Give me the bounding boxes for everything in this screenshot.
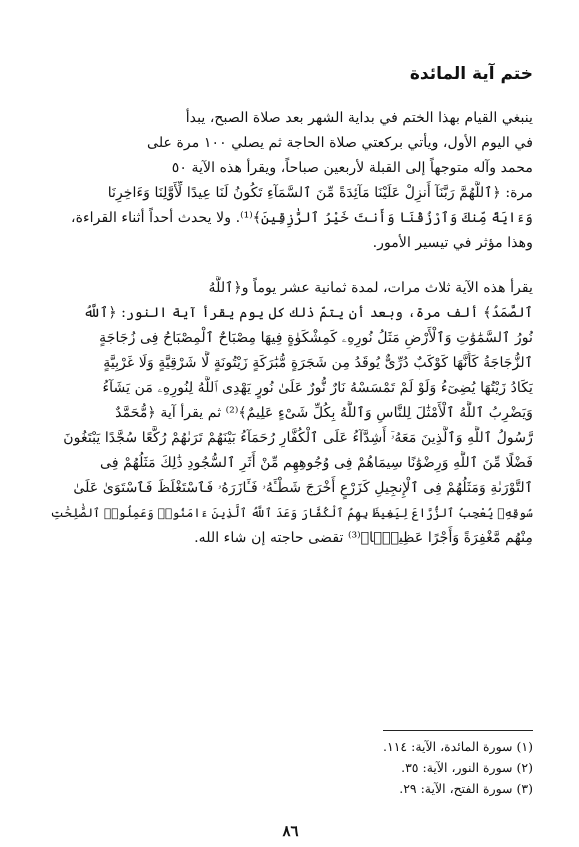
section-heading: ختم آية المائدة: [409, 64, 533, 84]
verse-line: وَيَضْرِبُ ٱللَّهُ ٱلْأَمْثَٰلَ لِلنَّاسِ وَٱللَّهُ بِكُلِّ شَىْءٍ عَلِيمٌ﴾⁽²⁾ ثم يقرأ آية ﴿مُّحَمَّدٌ: [115, 405, 533, 421]
verse-line: رَّسُولُ ٱللَّهِ وَٱلَّذِينَ مَعَهُۥٓ أَشِدَّآءُ عَلَى ٱلْكُفَّارِ رُحَمَآءُ بَيْنَهُمْ تَرَىٰهُمْ رُكَّعًا سُجَّدًا يَبْتَغُونَ: [63, 430, 533, 446]
verse-line: يَكَادُ زَيْتُهَا يُضِىٓءُ وَلَوْ لَمْ تَمْسَسْهُ نَارٌ نُّورٌ عَلَىٰ نُورٍ يَهْدِى ٱللَّهُ لِنُورِهِۦ مَن يَشَآءُ: [102, 380, 533, 396]
paragraph-1: [48, 106, 533, 256]
footnote-3: (٣) سورة الفتح، الآية: ٢٩.: [399, 781, 533, 796]
text-line: ٱلصَّمَدُ﴾ ألف مرة، وبعد أن يتمّ ذلك كل يوم يقرأ آية النور: ﴿ٱللَّهُ: [83, 305, 533, 321]
text-line: ينبغي القيام بهذا الختم في بداية الشهر بعد صلاة الصبح، يبدأ: [185, 110, 533, 126]
footnote-1: (١) سورة المائدة، الآية: ١١٤.: [383, 739, 533, 754]
footnote-2: (٢) سورة النور، الآية: ٣٥.: [401, 760, 533, 775]
paragraph-2: [48, 276, 533, 551]
text-line: يقرأ هذه الآية ثلاث مرات، لمدة ثمانية عشر يوماً و﴿ٱللَّهُ: [208, 280, 533, 296]
verse-line: نُورُ ٱلسَّمَٰوَٰتِ وَٱلْأَرْضِ مَثَلُ نُورِهِۦ كَمِشْكَوٰةٍ فِيهَا مِصْبَاحٌ ٱلْمِصْبَاحُ فِى زُجَاجَةٍ: [99, 330, 533, 346]
text-line: محمد وآله متوجهاً إلى القبلة لأربعين صباحاً، ويقرأ هذه الآية ٥٠: [171, 160, 533, 176]
verse-line: مرة: ﴿ٱللَّهُمَّ رَبَّنَآ أَنزِلْ عَلَيْنَا مَآئِدَةً مِّنَ ٱلسَّمَآءِ تَكُونُ لَنَا عِيدًا لِّأَوَّلِنَا وَءَاخِرِنَا: [107, 185, 533, 201]
text-line: في اليوم الأول، ويأتي بركعتي صلاة الحاجة ثم يصلي ١٠٠ مرة على: [147, 135, 533, 151]
page-content: [48, 62, 533, 847]
verse-line: سُوقِهِۦ يُعْجِبُ ٱلزُّرَّاعَ لِيَغِيظَ بِهِمُ ٱلْكُفَّارَ وَعَدَ ٱللَّهُ ٱلَّذِينَ ءَامَنُوا۟ وَعَمِلُوا۟ ٱلصَّٰلِحَٰتِ: [50, 506, 533, 520]
verse-line: ٱلتَّوْرَىٰةِ وَمَثَلُهُمْ فِى ٱلْإِنجِيلِ كَزَرْعٍ أَخْرَجَ شَطْـَٔهُۥ فَـَٔازَرَهُۥ فَٱسْتَغْلَظَ فَٱسْتَوَىٰ عَلَىٰ: [73, 480, 533, 496]
verse-line: ٱلزُّجَاجَةُ كَأَنَّهَا كَوْكَبٌ دُرِّىٌّ يُوقَدُ مِن شَجَرَةٍ مُّبَٰرَكَةٍ زَيْتُونَةٍ لَّا شَرْقِيَّةٍ وَلَا غَرْبِيَّةٍ: [103, 355, 533, 371]
footnotes: [383, 736, 533, 799]
verse-line: مِنْهُم مَّغْفِرَةً وَأَجْرًا عَظِيمًۢا﴾⁽³⁾ تقضى حاجته إن شاء الله.: [194, 530, 533, 546]
footnote-separator: [383, 730, 533, 731]
page-number: ٨٦: [282, 822, 299, 840]
verse-line: فَضْلًا مِّنَ ٱللَّهِ وَرِضْوَٰنًا سِيمَاهُمْ فِى وُجُوهِهِم مِّنْ أَثَرِ ٱلسُّجُودِ ذَٰلِكَ مَثَلُهُمْ فِى: [100, 455, 533, 471]
text-line: وهذا مؤثر في تيسير الأمور.: [372, 235, 533, 251]
verse-line: وَءَايَةً مِّنكَ وَٱرْزُقْنَا وَأَنتَ خَيْرُ ٱلرَّٰزِقِينَ﴾⁽¹⁾. ولا يحدث أحداً أثناء القراءة،: [71, 210, 533, 226]
